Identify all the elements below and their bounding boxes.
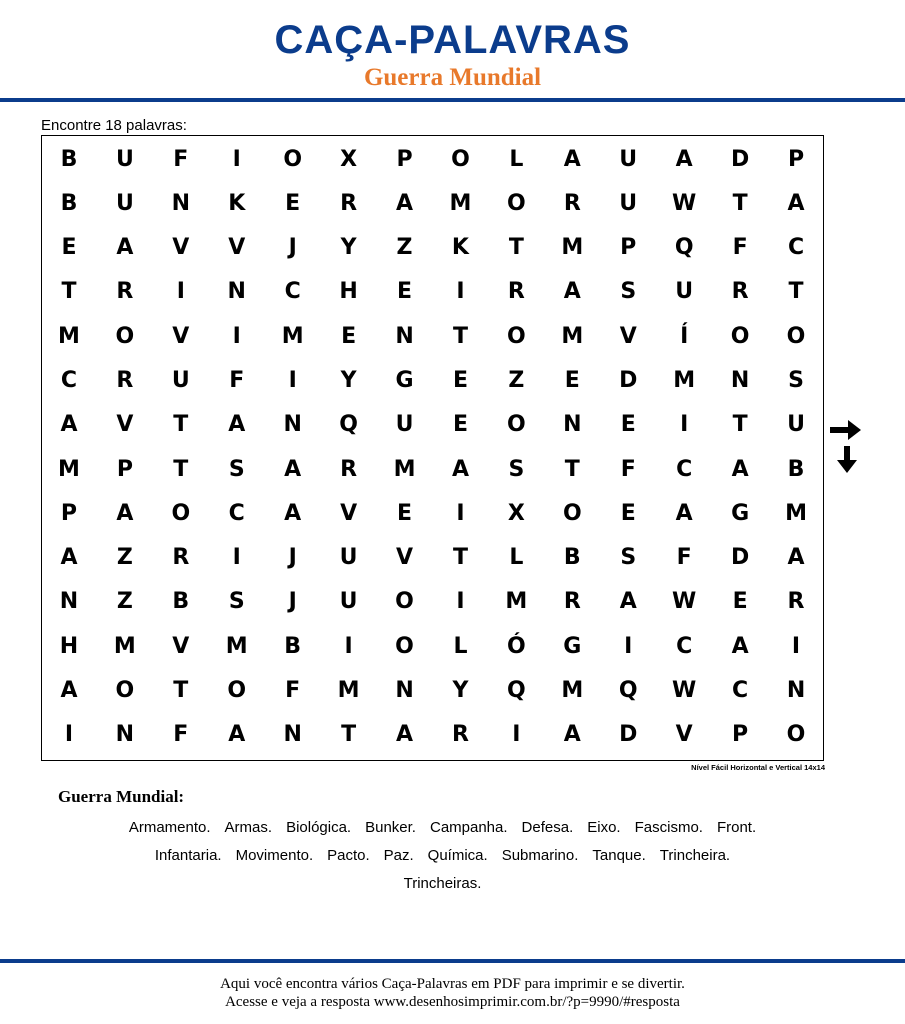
word-list-item: Biológica. [286,819,352,836]
grid-letter: F [732,235,748,261]
grid-letter: I [680,412,689,438]
grid-letter: M [337,678,360,704]
grid-letter: W [672,190,697,216]
grid-letter: L [453,633,468,659]
grid-letter: M [505,589,528,615]
grid-letter: Í [680,323,689,349]
grid-letter: O [507,323,526,349]
grid-letter: A [284,456,302,482]
word-list-item: Defesa. [521,819,574,836]
grid-letter: E [341,323,357,349]
grid-letter: O [115,678,135,704]
grid-letter: Q [674,235,694,261]
grid-letter: C [676,456,693,482]
grid-letter: P [787,146,805,172]
grid-letter: D [619,722,638,748]
grid-letter: V [396,545,414,571]
grid-letter: U [115,190,134,216]
footer-line-1: Aqui você encontra vários Caça-Palavras em PDF para imprimir e se divertir. [220,976,685,992]
grid-letter: M [281,323,304,349]
grid-letter: F [676,545,692,571]
grid-letter: S [620,279,637,305]
grid-letter: O [562,500,582,526]
grid-letter: R [563,190,581,216]
grid-letter: P [396,146,413,172]
word-list-item: Trincheira. [659,847,731,864]
grid-letter: O [507,412,526,438]
grid-letter: N [283,412,302,438]
grid-letter: M [113,633,136,659]
grid-letter: T [173,456,189,482]
grid-letter: E [452,412,468,438]
grid-letter: Q [507,678,526,704]
grid-letter: C [732,678,749,704]
grid-letter: I [288,368,297,394]
grid-letter: M [225,633,248,659]
grid-letter: N [115,722,135,748]
grid-letter: B [284,633,302,659]
arrow-right-icon [830,418,862,442]
grid-letter: O [451,146,470,172]
grid-letter: A [619,589,637,615]
grid-letter: A [228,412,246,438]
word-list-item: Movimento. [235,847,314,864]
grid-letter: A [60,412,78,438]
grid-letter: V [172,235,190,261]
word-list-item: Tanque. [592,847,646,864]
grid-letter: R [787,589,805,615]
arrow-down-icon [836,446,858,474]
grid-letter: N [283,722,302,748]
grid-letter: R [116,368,134,394]
grid-letter: P [620,235,637,261]
grid-letter: M [785,500,807,526]
grid-letter: O [283,146,303,172]
grid-letter: S [788,368,804,394]
word-list-item: Submarino. [501,847,579,864]
grid-letter: V [619,323,637,349]
grid-letter: A [787,190,805,216]
grid-letter: U [619,146,638,172]
grid-letter: T [452,323,468,349]
grid-letter: O [786,722,806,748]
grid-letter: I [512,722,521,748]
grid-letter: M [561,678,584,704]
grid-letter: Q [339,412,358,438]
word-list-item: Eixo. [587,819,621,836]
word-list-item: Trincheiras. [403,875,482,892]
grid-letter: O [395,589,414,615]
grid-letter: O [786,323,806,349]
grid-letter: F [285,678,301,704]
grid-letter: S [508,456,525,482]
grid-letter: R [507,279,525,305]
grid-letter: O [227,678,247,704]
grid-letter: M [673,368,696,394]
grid-letter: E [397,279,413,305]
word-list-title: Guerra Mundial: [58,787,185,806]
grid-letter: J [288,235,297,261]
grid-letter: F [229,368,245,394]
grid-letter: G [395,368,414,394]
grid-letter: T [732,190,748,216]
grid-letter: N [563,412,582,438]
grid-letter: X [340,146,358,172]
grid-letter: C [60,368,78,394]
word-list-item: Campanha. [429,819,508,836]
grid-letter: D [730,545,750,571]
word-list-item: Armamento. [128,819,211,836]
grid-letter: R [451,722,469,748]
grid-letter: U [339,545,358,571]
grid-letter: F [173,722,189,748]
grid-letter: R [340,456,358,482]
grid-letter: I [232,323,241,349]
grid-letter: A [284,500,302,526]
grid-letter: I [344,633,353,659]
grid-letter: P [116,456,133,482]
grid-letter: D [619,368,638,394]
instruction-text: Encontre 18 palavras: [41,117,187,134]
grid-letter: T [452,545,468,571]
grid-letter: P [60,500,78,526]
word-list-item: Bunker. [365,819,416,836]
word-list-item: Front. [716,819,757,836]
bottom-divider [0,959,905,963]
grid-letter: Y [340,368,357,394]
grid-letter: N [730,368,750,394]
grid-letter: O [115,323,135,349]
word-list-item: Fascismo. [634,819,703,836]
grid-letter: E [397,500,413,526]
grid-letter: F [173,146,189,172]
grid-letter: A [60,545,78,571]
grid-letter: T [61,279,77,305]
grid-letter: Z [508,368,525,394]
grid-letter: O [507,190,526,216]
grid-letter: A [675,146,693,172]
footer-line-2: Acesse e veja a resposta www.desenhosimprimir.com.br/?p=9990/#resposta [225,994,680,1010]
word-search-grid [41,135,824,761]
grid-letter: A [563,722,581,748]
grid-letter: R [563,589,581,615]
grid-letter: Z [116,545,133,571]
grid-letter: T [788,279,804,305]
grid-letter: I [232,146,241,172]
grid-letter: M [561,235,584,261]
grid-letter: B [172,589,190,615]
grid-letter: N [395,323,414,349]
grid-letter: I [456,500,465,526]
grid-letter: B [563,545,581,571]
grid-letter: A [731,633,749,659]
grid-letter: C [676,633,693,659]
grid-letter: A [563,279,581,305]
grid-letter: A [563,146,581,172]
grid-letter: I [624,633,633,659]
grid-letter: A [675,500,693,526]
grid-letter: A [396,722,414,748]
grid-letter: O [730,323,750,349]
grid-letter: Z [396,235,413,261]
word-list-item: Armas. [224,819,273,836]
word-list-item: Química. [427,847,488,864]
grid-letter: I [791,633,801,659]
grid-letter: C [787,235,805,261]
grid-letter: N [786,678,806,704]
grid-letter: U [619,190,638,216]
grid-letter: I [64,722,74,748]
grid-letter: T [173,412,189,438]
grid-letter: T [732,412,748,438]
grid-letter: G [731,500,750,526]
grid-letter: F [620,456,636,482]
grid-letter: A [787,545,805,571]
word-list-item: Infantaria. [154,847,222,864]
grid-letter: T [173,678,189,704]
grid-letter: A [451,456,469,482]
grid-letter: E [732,589,748,615]
grid-letter: J [288,545,297,571]
grid-letter: B [60,190,78,216]
grid-letter: E [564,368,580,394]
grid-letter: W [672,678,697,704]
grid-letter: U [115,146,134,172]
grid-letter: J [288,589,297,615]
grid-letter: E [620,500,636,526]
grid-letter: O [171,500,191,526]
grid-letter: V [172,323,190,349]
grid-letter: A [60,678,78,704]
grid-letter: I [456,589,465,615]
grid-letter: I [176,279,185,305]
grid-letter: M [561,323,584,349]
grid-letter: Y [340,235,357,261]
grid-letter: R [731,279,749,305]
grid-letter: E [61,235,77,261]
grid-letter: G [563,633,582,659]
grid-letter: D [730,146,750,172]
grid-letter: U [787,412,805,438]
grid-letter: V [172,633,190,659]
grid-letter: V [116,412,134,438]
grid-letter: T [564,456,580,482]
grid-letter: L [509,545,524,571]
grid-letter: Y [452,678,469,704]
grid-letter: P [732,722,749,748]
grid-letter: R [172,545,190,571]
grid-letter: R [116,279,134,305]
grid-letter: N [171,190,191,216]
grid-letter: M [449,190,472,216]
grid-letter: C [284,279,301,305]
grid-letter: A [396,190,414,216]
grid-letter: S [228,589,245,615]
level-note: Nível Fácil Horizontal e Vertical 14x14 [691,763,825,772]
grid-letter: O [395,633,414,659]
footer [0,975,905,1011]
grid-letter: M [58,456,80,482]
grid-letter: M [58,323,80,349]
grid-letter: R [340,190,358,216]
grid-letter: U [675,279,694,305]
grid-letter: K [451,235,469,261]
grid-letter: A [116,500,134,526]
grid-letter: U [171,368,190,394]
grid-letter: E [620,412,636,438]
grid-letter: H [339,279,358,305]
grid-letter: Q [618,678,638,704]
grid-letter: V [228,235,246,261]
grid-letter: U [339,589,358,615]
word-list [50,814,835,898]
grid-letter: E [452,368,468,394]
grid-letter: M [393,456,416,482]
grid-letter: L [509,146,524,172]
grid-letter: I [232,545,241,571]
grid-letter: Z [116,589,133,615]
grid-letter: H [59,633,79,659]
grid-letter: N [59,589,79,615]
grid-letter: W [672,589,697,615]
grid-letter: B [787,456,805,482]
grid-letter: Ó [507,633,526,659]
grid-letter: C [228,500,245,526]
grid-letter: V [675,722,693,748]
grid-letter: T [508,235,524,261]
grid-letter: I [456,279,465,305]
grid-letter: N [227,279,246,305]
grid-letter: T [341,722,357,748]
grid-letter: B [60,146,78,172]
grid-letter: N [395,678,414,704]
grid-letter: S [620,545,637,571]
top-divider [0,98,905,102]
grid-letter: X [507,500,525,526]
grid-letter: V [340,500,358,526]
grid-letter: E [285,190,301,216]
grid-letter: U [395,412,414,438]
grid-letter: A [731,456,749,482]
grid-letter: A [116,235,134,261]
grid-letter: A [228,722,246,748]
page-subtitle: Guerra Mundial [363,64,542,91]
grid-letter: S [228,456,245,482]
word-list-item: Pacto. [327,847,370,864]
word-list-item: Paz. [383,847,414,864]
page-title: CAÇA-PALAVRAS [274,18,631,62]
grid-letter: K [228,190,246,216]
